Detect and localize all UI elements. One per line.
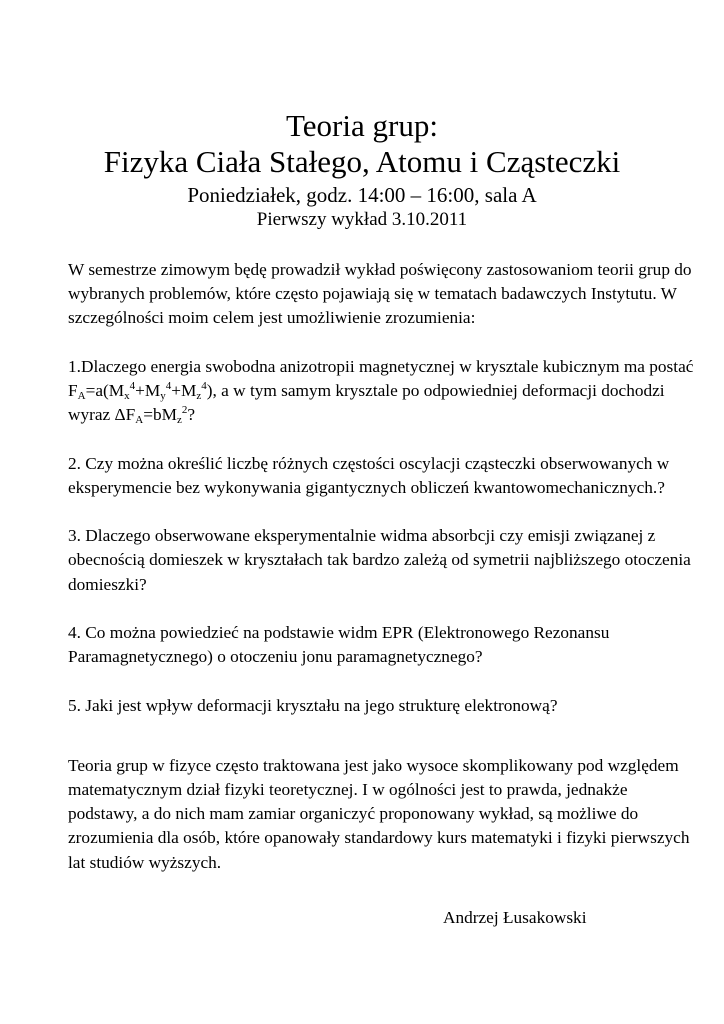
q1-text-4: +M [171,381,197,400]
question-1 [68,355,698,428]
q1-sup-2: 4 [129,380,136,392]
q1-text-7: ? [187,405,196,425]
q1-sub-4: z [196,390,202,402]
question-2: 2. Czy można określić liczbę różnych częstości oscylacji cząsteczki obserwowanych w eksperymencie bez wykonywania gigantycznych obliczeń kwantowomechanicznych.? [68,453,670,497]
intro-paragraph: W semestrze zimowym będę prowadził wykład poświęcony zastosowaniom teorii grup do wybranych problemów, które często pojawiają się w tematach badawczych Instytutu. W szczególności moim celem jest umożliwienie zrozumienia: [68,260,692,328]
question-5: 5. Jaki jest wpływ deformacji kryształu na jego strukturę elektronową? [68,695,558,715]
title-line-2: Fizyka Ciała Stałego, Atomu i Cząsteczki [103,144,621,179]
closing-paragraph: Teoria grup w fizyce często traktowana jest jako wysoce skomplikowany pod względem matematycznym dział fizyki teoretycznej. I w ogólności jest to prawda, jednakże podstawy, a do nich mam zamiar organiczyć proponowany wykład, są możliwe do zrozumienia dla osób, które opanowały standardowy kurs matematyki i fizyki pierwszych lat studiów wyższych. [68,755,690,872]
title-line-1: Teoria grup: [286,108,438,143]
q1-sup-4: 4 [201,380,207,392]
q1-sub-6: z [176,414,182,427]
q1-text-2: =a(M [85,381,125,400]
q1-text-6: =bM [143,405,177,425]
body-text [68,258,698,875]
first-lecture-line: Pierwszy wykład 3.10.2011 [256,209,468,230]
q1-sup-6: 2 [181,404,188,417]
question-3: 3. Dlaczego obserwowane eksperymentalnie widma absorbcji czy emisji związanej z obecnością domieszek w kryształach tak bardzo zależą od symetrii najbliższego otoczenia domieszki? [68,526,691,594]
q1-text-1: 1.Dlaczego energia swobodna anizotropii magnetycznej w krysztale kubicznym ma postać F [68,356,694,400]
header [0,108,724,232]
q1-text-3: +M [135,381,161,400]
q1-text-5: ), a w tym samym krysztale po odpowiedniej deformacji dochodzi wyraz ΔF [68,381,665,425]
schedule-line: Poniedziałek, godz. 14:00 – 16:00, sala A [187,183,537,207]
signature: Andrzej Łusakowski [443,908,587,927]
q1-sub-3: y [160,390,166,402]
question-4: 4. Co można powiedzieć na podstawie widm EPR (Elektronowego Rezonansu Paramagnetycznego) o otoczeniu jonu paramagnetycznego? [68,622,610,667]
q1-sub-5: A [135,414,144,427]
q1-sub-1: A [77,390,86,402]
q1-sup-3: 4 [165,380,172,392]
q1-sub-2: x [124,390,130,402]
